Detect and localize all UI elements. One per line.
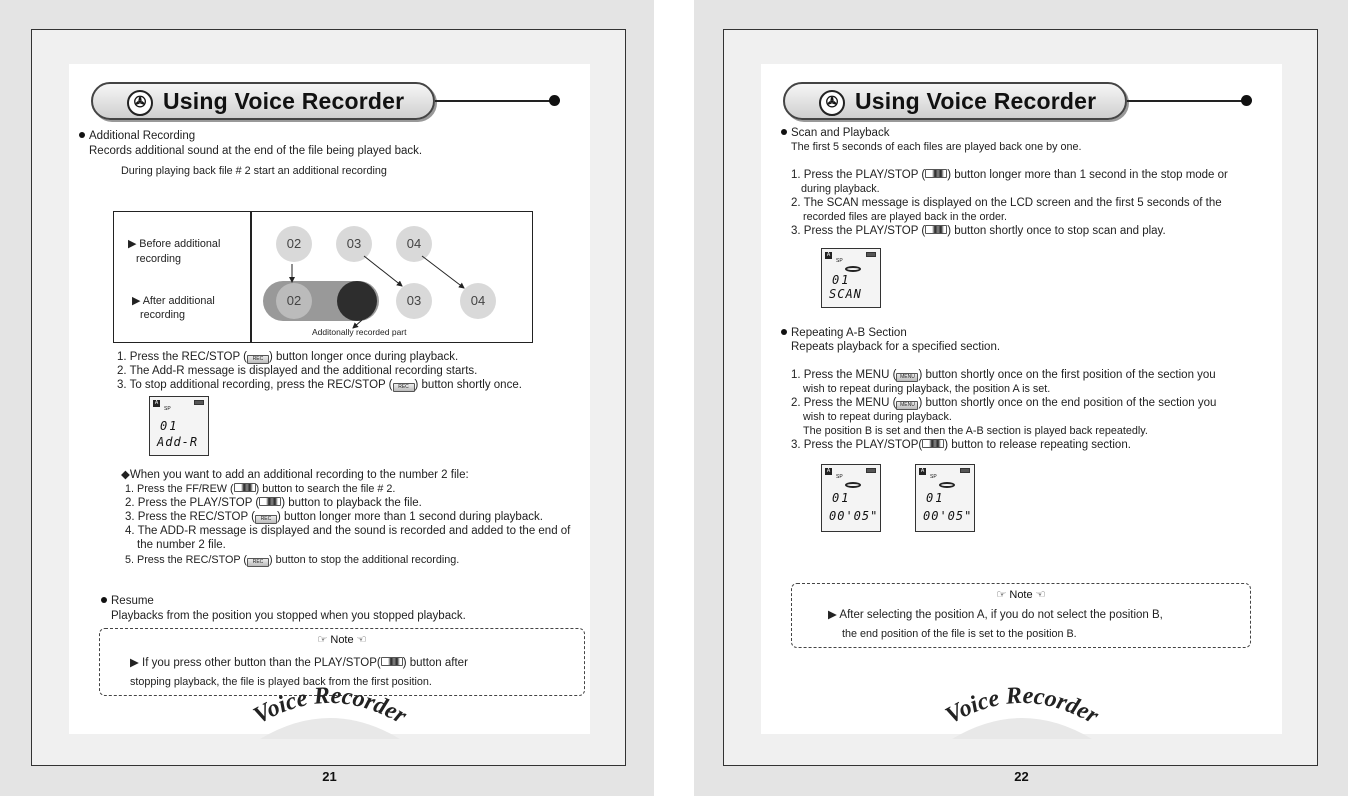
- lcd-add-r: [149, 396, 209, 456]
- play-stop-button-icon: [259, 497, 281, 506]
- recorded-part-label: Additonally recorded part: [312, 327, 407, 337]
- menu-button-icon: MENU: [896, 373, 918, 382]
- note-title: ☞ Note ☜: [317, 634, 367, 646]
- when-step-1-b: ) button to search the file # 2.: [255, 483, 396, 495]
- lcd-line-2: 00'05": [829, 509, 879, 523]
- scan-desc: The first 5 seconds of each files are played back one by one.: [791, 141, 1082, 153]
- when-step-2-a: 2. Press the PLAY/STOP (: [125, 497, 260, 509]
- right-sheet: [694, 0, 1348, 796]
- lcd-sp-indicator: SP: [164, 406, 171, 412]
- page-22: [761, 64, 1282, 784]
- page-number: 22: [1014, 769, 1029, 784]
- lcd-position-a: [821, 464, 881, 532]
- when-step-3-a: 3. Press the REC/STOP (: [125, 511, 255, 523]
- banner-line: [1127, 100, 1245, 102]
- note-line-2: stopping playback, the file is played back from the first position.: [130, 676, 432, 688]
- addrec-desc: Records additional sound at the end of the file being played back.: [89, 145, 423, 157]
- after-file-03: 03: [396, 283, 432, 319]
- ab-step-2-cont: wish to repeat during playback.: [803, 411, 952, 423]
- banner-dot: [549, 95, 560, 106]
- when-step-4-b: the number 2 file.: [137, 539, 226, 551]
- ab-step-1-cont: wish to repeat during playback, the position A is set.: [803, 383, 1051, 395]
- step-3: [117, 378, 522, 392]
- left-sheet: [0, 0, 654, 796]
- ab-step-2-b: ) button shortly once on the end position of the section you: [918, 397, 1217, 409]
- banner-line: [435, 100, 553, 102]
- after-file-04: 04: [460, 283, 496, 319]
- rec-button-icon: REC: [247, 558, 269, 567]
- when-step-4: 4. The ADD-R message is displayed and the sound is recorded and added to the end of: [125, 525, 571, 537]
- scan-title-text: Scan and Playback: [791, 127, 890, 139]
- scan-step-1-a: 1. Press the PLAY/STOP (: [791, 169, 926, 181]
- after-label-2: recording: [140, 309, 186, 321]
- ab-step-2-cont-2: The position B is set and then the A-B section is played back repeatedly.: [803, 425, 1148, 437]
- ab-step-3: [791, 438, 1131, 452]
- scan-step-3: [791, 224, 1166, 238]
- play-stop-button-icon: [925, 225, 947, 234]
- left-frame: [31, 29, 626, 784]
- ab-title: [781, 326, 907, 340]
- diagram-caption: During playing back file # 2 start an additional recording: [121, 165, 387, 177]
- ab-step-1-a: 1. Press the MENU (: [791, 369, 897, 381]
- resume-desc: Playbacks from the position you stopped when you stopped playback.: [111, 610, 466, 622]
- lcd-sp-indicator: SP: [836, 474, 843, 480]
- addrec-title: [79, 129, 195, 143]
- lcd-line-2: Add-R: [157, 435, 199, 449]
- page-number: 21: [322, 769, 337, 784]
- lcd-line-1: 01: [832, 273, 851, 287]
- ab-step-3-b: ) button to release repeating section.: [944, 439, 1131, 451]
- when-step-5: [125, 553, 459, 567]
- battery-icon: [960, 468, 970, 473]
- scan-step-1-cont: during playback.: [801, 183, 880, 195]
- page-gap: [654, 0, 694, 796]
- play-icon: [939, 482, 955, 488]
- battery-icon: [866, 468, 876, 473]
- logo-arc-text: [220, 679, 440, 739]
- lcd-scan: [821, 248, 881, 308]
- lcd-a-indicator: A: [826, 252, 831, 258]
- resume-title: [101, 594, 154, 608]
- before-label-2: recording: [136, 253, 182, 265]
- scan-step-1-b: ) button longer more than 1 second in the stop mode or: [947, 169, 1228, 181]
- play-stop-button-icon: [925, 169, 947, 178]
- ff-rew-button-icon: [234, 483, 256, 492]
- banner-title: Using Voice Recorder: [163, 88, 405, 114]
- banner-title: Using Voice Recorder: [855, 88, 1097, 114]
- section-banner: [91, 82, 435, 120]
- note-line-1-a: ▶ If you press other button than the PLAY/STOP(: [130, 657, 381, 669]
- scan-step-3-b: ) button shortly once to stop scan and play.: [947, 225, 1166, 237]
- before-file-02: 02: [276, 226, 312, 262]
- when-step-2: [125, 496, 422, 510]
- step-3-b: ) button shortly once.: [414, 379, 522, 391]
- recorder-icon: ✇: [127, 90, 153, 116]
- logo-arc-text: [912, 679, 1132, 739]
- ab-desc: Repeats playback for a specified section.: [791, 341, 1001, 353]
- scan-step-1: [791, 168, 1228, 182]
- when-step-1-a: 1. Press the FF/REW (: [125, 483, 234, 495]
- voice-recorder-logo: [761, 679, 1282, 739]
- play-icon: [845, 482, 861, 488]
- step-3-a: 3. To stop additional recording, press the REC/STOP (: [117, 379, 393, 391]
- scan-title: [781, 126, 889, 140]
- when-step-3: [125, 510, 543, 524]
- lcd-line-1: 01: [160, 419, 179, 433]
- page-21: [69, 64, 590, 784]
- when-step-5-a: 5. Press the REC/STOP (: [125, 554, 248, 566]
- lcd-line-1: 01: [926, 491, 945, 505]
- ab-step-2-a: 2. Press the MENU (: [791, 397, 897, 409]
- svg-text:Voice Recorder: Voice Recorder: [248, 682, 411, 730]
- addrec-title-text: Additional Recording: [89, 130, 196, 142]
- section-banner: [783, 82, 1127, 120]
- lcd-line-2: 00'05": [923, 509, 973, 523]
- svg-text:Voice Recorder: Voice Recorder: [940, 682, 1103, 730]
- ab-title-text: Repeating A-B Section: [791, 327, 907, 339]
- lcd-position-ab: [915, 464, 975, 532]
- note-box: [791, 583, 1251, 648]
- rec-button-icon: REC: [247, 355, 269, 364]
- battery-icon: [194, 400, 204, 405]
- step-1-b: ) button longer once during playback.: [268, 351, 459, 363]
- rec-button-icon: REC: [393, 383, 415, 392]
- when-step-2-b: ) button to playback the file.: [281, 497, 422, 509]
- right-frame: [723, 29, 1318, 784]
- note-line-1-b: ) button after: [402, 657, 468, 669]
- lcd-sp-indicator: SP: [930, 474, 937, 480]
- note-line-1: ▶ After selecting the position A, if you do not select the position B,: [828, 609, 1163, 621]
- lcd-a-indicator: A: [154, 400, 159, 406]
- step-1-a: 1. Press the REC/STOP (: [117, 351, 247, 363]
- battery-icon: [866, 252, 876, 257]
- ab-step-2: [791, 396, 1216, 410]
- diagram-graphic: [250, 212, 534, 344]
- step-2: 2. The Add-R message is displayed and the additional recording starts.: [117, 365, 478, 377]
- note-line-1: [130, 656, 468, 670]
- scan-step-2-cont: recorded files are played back in the order.: [803, 211, 1008, 223]
- when-step-5-b: ) button to stop the additional recording.: [269, 554, 460, 566]
- ab-step-1-b: ) button shortly once on the first position of the section you: [918, 369, 1216, 381]
- lcd-sp-indicator: SP: [836, 258, 843, 264]
- banner-dot: [1241, 95, 1252, 106]
- scan-play-icon: [845, 266, 861, 272]
- rec-button-icon: REC: [255, 515, 277, 524]
- lcd-line-2: SCAN: [829, 287, 862, 301]
- recorder-icon: ✇: [819, 90, 845, 116]
- play-stop-button-icon: [381, 657, 403, 666]
- before-label: ▶ Before additional: [128, 238, 221, 250]
- lcd-a-indicator: A: [920, 468, 925, 474]
- before-file-03: 03: [336, 226, 372, 262]
- menu-button-icon: MENU: [896, 401, 918, 410]
- scan-step-3-a: 3. Press the PLAY/STOP (: [791, 225, 926, 237]
- when-step-1: [125, 482, 395, 496]
- note-line-2: the end position of the file is set to the position B.: [842, 628, 1077, 640]
- resume-title-text: Resume: [111, 595, 154, 607]
- when-step-3-b: ) button longer more than 1 second during playback.: [276, 511, 543, 523]
- note-title: ☞ Note ☜: [996, 589, 1046, 601]
- after-label: ▶ After additional: [132, 295, 215, 307]
- lcd-a-indicator: A: [826, 468, 831, 474]
- after-file-02: 02: [276, 283, 312, 319]
- lcd-line-1: 01: [832, 491, 851, 505]
- ab-step-3-a: 3. Press the PLAY/STOP(: [791, 439, 923, 451]
- recording-diagram: [113, 211, 533, 343]
- scan-step-2: 2. The SCAN message is displayed on the LCD screen and the first 5 seconds of the: [791, 197, 1222, 209]
- step-1: [117, 350, 458, 364]
- ab-step-1: [791, 368, 1216, 382]
- before-file-04: 04: [396, 226, 432, 262]
- when-title: ◆When you want to add an additional recording to the number 2 file:: [121, 469, 469, 481]
- play-stop-button-icon: [922, 439, 944, 448]
- voice-recorder-logo: [69, 679, 590, 739]
